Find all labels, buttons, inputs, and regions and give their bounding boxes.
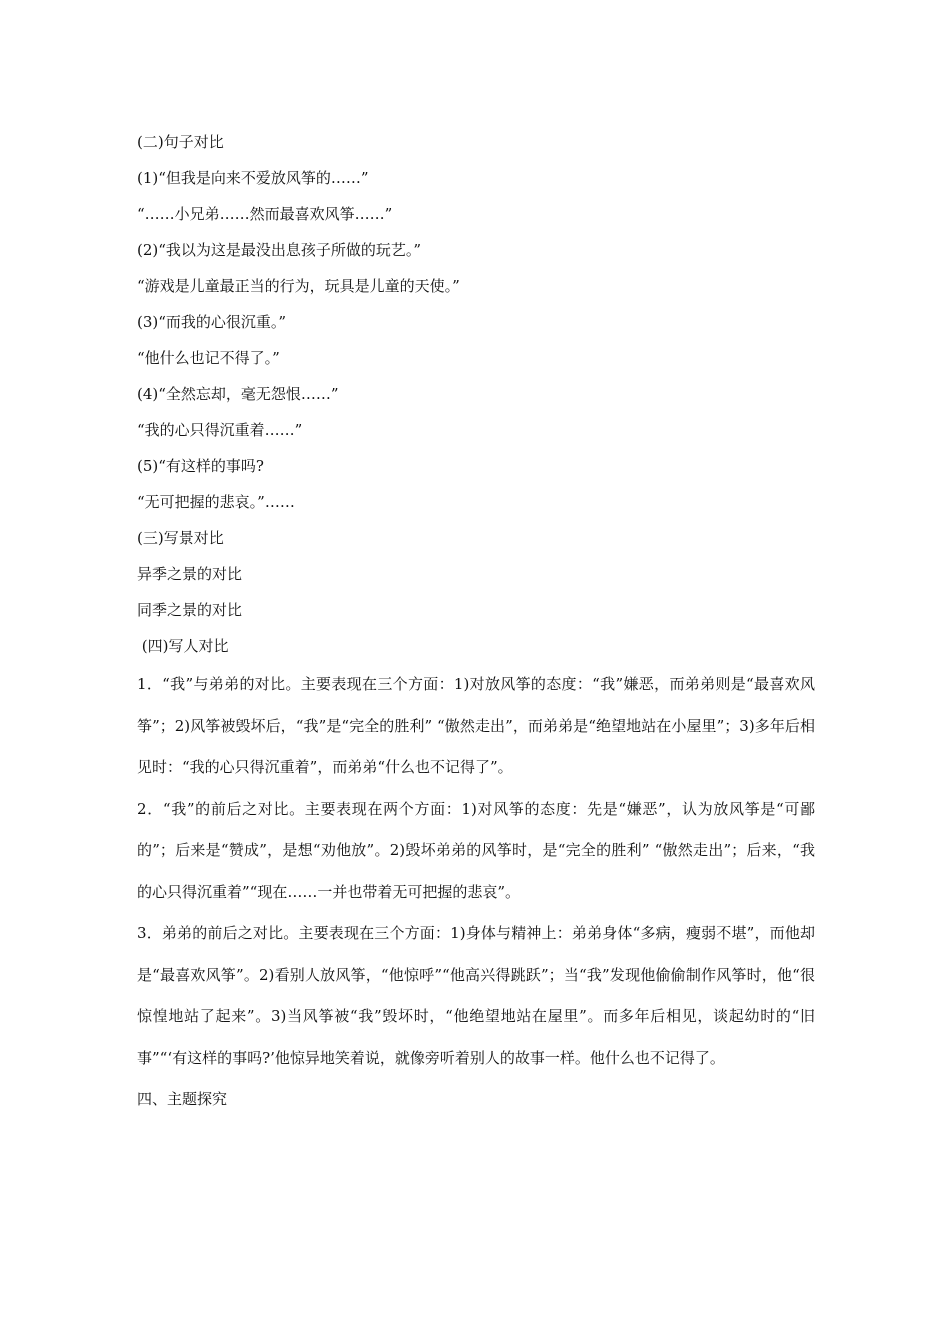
text-line: (2)“我以为这是最没出息孩子所做的玩艺。” bbox=[137, 241, 422, 259]
text-line: “……小兄弟……然而最喜欢风筝……” bbox=[137, 205, 393, 223]
text-line: “他什么也记不得了。” bbox=[137, 349, 280, 367]
text-line: (5)“有这样的事吗? bbox=[137, 457, 264, 475]
section-heading-scenery-contrast: (三)写景对比 bbox=[137, 529, 224, 547]
text-line: “无可把握的悲哀。”…… bbox=[137, 493, 295, 511]
document-body bbox=[137, 124, 815, 1117]
text-line: (1)“但我是向来不爱放风筝的……” bbox=[137, 169, 369, 187]
paragraph-1: 1．“我”与弟弟的对比。主要表现在三个方面：1)对放风筝的态度：“我”嫌恶，而弟弟则是“最喜欢风筝”；2)风筝被毁坏后，“我”是“完全的胜利” “傲然走出”，而弟弟是“绝望地站在小屋里”；3)多年后相见时：“我的心只得沉重着”，而弟弟“什么也不记得了”。 bbox=[137, 675, 815, 776]
text-line: (3)“而我的心很沉重。” bbox=[137, 313, 287, 331]
section-heading-character-contrast: (四)写人对比 bbox=[137, 637, 229, 655]
text-line: (4)“全然忘却，毫无怨恨……” bbox=[137, 385, 339, 403]
paragraph-2: 2．“我”的前后之对比。主要表现在两个方面：1)对风筝的态度：先是“嫌恶”，认为放风筝是“可鄙的”；后来是“赞成”，是想“劝他放”。2)毁坏弟弟的风筝时，是“完全的胜利” “傲然走出”；后来，“我的心只得沉重着”“现在……一并也带着无可把握的悲哀”。 bbox=[137, 799, 815, 901]
text-line: “我的心只得沉重着……” bbox=[137, 421, 303, 439]
paragraph-3: 3．弟弟的前后之对比。主要表现在三个方面：1)身体与精神上：弟弟身体“多病，瘦弱不堪”，而他却是“最喜欢风筝”。2)看别人放风筝，“他惊呼”“他高兴得跳跃”；当“我”发现他偷偷制作风筝时，他“很惊惶地站了起来”。3)当风筝被“我”毁坏时，“他绝望地站在屋里”。而多年后相见，谈起幼时的“旧事”“‘有这样的事吗?’他惊异地笑着说，就像旁听着别人的故事一样。他什么也不记得了。 bbox=[137, 924, 815, 1067]
text-line: 同季之景的对比 bbox=[137, 601, 243, 619]
section-heading-theme: 四、主题探究 bbox=[137, 1090, 228, 1108]
text-line: “游戏是儿童最正当的行为，玩具是儿童的天使。” bbox=[137, 277, 460, 295]
section-heading-sentence-contrast: (二)句子对比 bbox=[137, 133, 224, 151]
text-line: 异季之景的对比 bbox=[137, 565, 243, 583]
